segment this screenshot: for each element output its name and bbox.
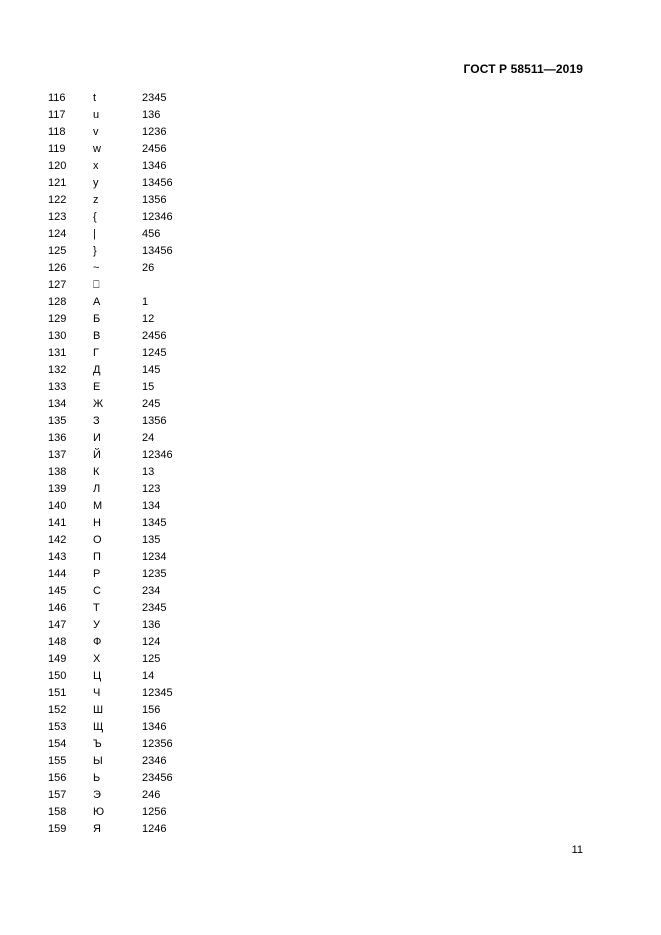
row-number: 130: [48, 330, 67, 342]
row-number: 157: [48, 789, 67, 801]
row-number: 128: [48, 296, 67, 308]
row-number: 133: [48, 381, 67, 393]
row-number: 140: [48, 500, 67, 512]
row-number: 117: [48, 109, 66, 121]
row-number: 146: [48, 602, 67, 614]
row-braille-code: 234: [142, 585, 161, 597]
row-number: 125: [48, 245, 67, 257]
row-braille-code: 14: [142, 670, 155, 682]
row-character: Д: [93, 364, 101, 376]
row-character: О: [93, 534, 102, 546]
row-braille-code: 24: [142, 432, 155, 444]
row-number: 134: [48, 398, 67, 410]
row-character: Ы: [93, 755, 103, 767]
row-number: 142: [48, 534, 67, 546]
row-number: 121: [48, 177, 67, 189]
row-character: v: [93, 126, 99, 138]
row-character: Я: [93, 823, 101, 835]
row-number: 143: [48, 551, 67, 563]
row-number: 155: [48, 755, 67, 767]
row-braille-code: 156: [142, 704, 161, 716]
row-braille-code: 1346: [142, 721, 167, 733]
row-character: |: [93, 228, 96, 240]
row-character: Ш: [93, 704, 104, 716]
row-braille-code: 1246: [142, 823, 167, 835]
row-character: Ц: [93, 670, 102, 682]
row-number: 141: [48, 517, 67, 529]
row-number: 135: [48, 415, 67, 427]
row-number: 127: [48, 279, 67, 291]
row-number: 139: [48, 483, 67, 495]
row-braille-code: 12346: [142, 449, 173, 461]
row-character: Ь: [93, 772, 101, 784]
row-number: 122: [48, 194, 67, 206]
row-braille-code: 1345: [142, 517, 167, 529]
row-braille-code: 12: [142, 313, 155, 325]
row-number: 151: [48, 687, 67, 699]
row-character: }: [93, 245, 97, 257]
row-number: 136: [48, 432, 67, 444]
row-number: 148: [48, 636, 67, 648]
row-character: Л: [93, 483, 101, 495]
row-number: 154: [48, 738, 67, 750]
row-braille-code: 26: [142, 262, 155, 274]
row-number: 156: [48, 772, 67, 784]
row-braille-code: 1356: [142, 415, 167, 427]
row-braille-code: 123: [142, 483, 161, 495]
row-number: 144: [48, 568, 67, 580]
row-braille-code: 13: [142, 466, 155, 478]
row-number: 152: [48, 704, 67, 716]
row-braille-code: 2456: [142, 143, 167, 155]
row-braille-code: 1356: [142, 194, 167, 206]
row-braille-code: 1346: [142, 160, 167, 172]
row-braille-code: 12345: [142, 687, 173, 699]
row-character: К: [93, 466, 100, 478]
row-braille-code: 1: [142, 296, 149, 308]
row-number: 124: [48, 228, 67, 240]
row-number: 126: [48, 262, 67, 274]
row-braille-code: 136: [142, 619, 161, 631]
row-character: Э: [93, 789, 101, 801]
row-braille-code: 2456: [142, 330, 167, 342]
row-character: Ю: [93, 806, 105, 818]
row-number: 137: [48, 449, 67, 461]
row-character: В: [93, 330, 101, 342]
row-number: 120: [48, 160, 67, 172]
row-character: w: [93, 143, 101, 155]
row-character: Ч: [93, 687, 101, 699]
row-number: 129: [48, 313, 67, 325]
document-code-header: ГОСТ Р 58511—2019: [463, 62, 583, 76]
row-braille-code: 125: [142, 653, 161, 665]
row-character: М: [93, 500, 103, 512]
row-number: 153: [48, 721, 67, 733]
row-number: 147: [48, 619, 67, 631]
row-braille-code: 145: [142, 364, 161, 376]
row-character: У: [93, 619, 100, 631]
row-braille-code: 1245: [142, 347, 167, 359]
row-braille-code: 2346: [142, 755, 167, 767]
row-character: ~: [93, 262, 100, 274]
row-number: 131: [48, 347, 67, 359]
row-number: 123: [48, 211, 67, 223]
row-number: 138: [48, 466, 67, 478]
row-number: 119: [48, 143, 66, 155]
row-braille-code: 1234: [142, 551, 167, 563]
row-braille-code: 136: [142, 109, 161, 121]
row-character: Н: [93, 517, 101, 529]
row-number: 149: [48, 653, 67, 665]
row-character: Щ: [93, 721, 104, 733]
row-braille-code: 12346: [142, 211, 173, 223]
row-number: 132: [48, 364, 67, 376]
row-braille-code: 245: [142, 398, 161, 410]
row-braille-code: 13456: [142, 245, 173, 257]
row-character: Г: [93, 347, 99, 359]
row-character: Ж: [93, 398, 104, 410]
row-number: 118: [48, 126, 66, 138]
row-character: Б: [93, 313, 101, 325]
row-character: z: [93, 194, 99, 206]
row-braille-code: 456: [142, 228, 161, 240]
row-character: З: [93, 415, 100, 427]
row-character: И: [93, 432, 101, 444]
row-character: Х: [93, 653, 101, 665]
row-character: Й: [93, 449, 101, 461]
row-number: 145: [48, 585, 67, 597]
row-braille-code: 1236: [142, 126, 167, 138]
row-character: y: [93, 177, 99, 189]
row-braille-code: 1235: [142, 568, 167, 580]
row-number: 116: [48, 92, 66, 104]
row-braille-code: 1256: [142, 806, 167, 818]
row-number: 159: [48, 823, 67, 835]
row-braille-code: 23456: [142, 772, 173, 784]
row-character: x: [93, 160, 99, 172]
row-character: ⎕: [93, 279, 100, 291]
row-braille-code: 15: [142, 381, 155, 393]
row-braille-code: 124: [142, 636, 161, 648]
row-number: 158: [48, 806, 67, 818]
row-character: Е: [93, 381, 101, 393]
row-braille-code: 135: [142, 534, 161, 546]
row-braille-code: 13456: [142, 177, 173, 189]
row-braille-code: 2345: [142, 92, 167, 104]
row-character: Р: [93, 568, 101, 580]
row-character: Т: [93, 602, 100, 614]
row-braille-code: 134: [142, 500, 161, 512]
row-character: Ф: [93, 636, 102, 648]
row-braille-code: 12356: [142, 738, 173, 750]
row-character: t: [93, 92, 97, 104]
row-character: С: [93, 585, 101, 597]
row-number: 150: [48, 670, 67, 682]
row-braille-code: 246: [142, 789, 161, 801]
row-braille-code: 2345: [142, 602, 167, 614]
row-character: {: [93, 211, 97, 223]
page-number: 11: [571, 844, 583, 856]
row-character: u: [93, 109, 100, 121]
row-character: П: [93, 551, 101, 563]
row-character: А: [93, 296, 101, 308]
row-character: Ъ: [93, 738, 102, 750]
